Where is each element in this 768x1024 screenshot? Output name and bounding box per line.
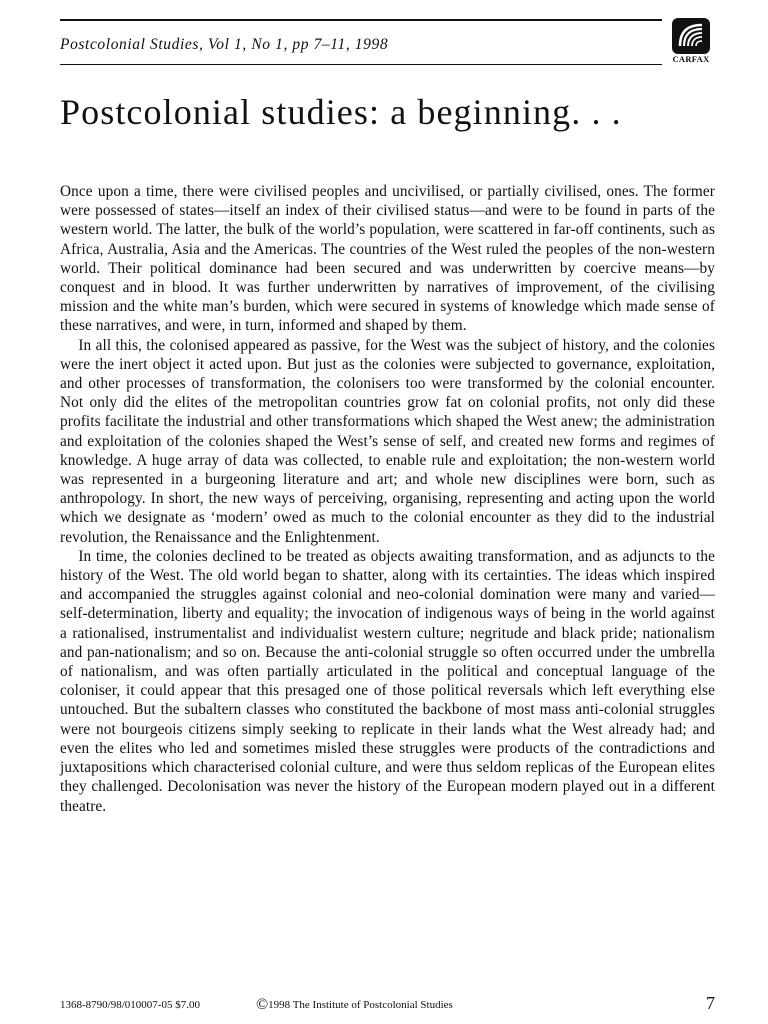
journal-citation: Postcolonial Studies, Vol 1, No 1, pp 7–11, 1998 (60, 36, 389, 53)
carfax-logo-icon (671, 17, 711, 55)
body-paragraph: Once upon a time, there were civilised peoples and uncivilised, or partially civilised, ones. The former were possessed of states—itself an index of their civilised status—and were to be found in parts of the western world. The latter, the bulk of the world’s population, were scattered in far-off continents, such as Africa, Australia, Asia and the Americas. The countries of the West ruled the peoples of the non-western world. Their political dominance had been secured and was underwritten by coercive means—by conquest and in blood. It was further underwritten by narratives of improvement, of the civilising mission and the white man’s burden, which were secured in systems of knowledge which made sense of these narratives, and were, in turn, informed and shaped by them. (60, 183, 715, 335)
body-paragraph: In all this, the colonised appeared as passive, for the West was the subject of history, and the colonies were the inert object it acted upon. But just as the colonies were subjected to governance, exploitation, and other processes of transformation, the colonisers too were transformed by the colonial encounter. Not only did the elites of the metropolitan countries grow fat on colonial profits, not only did these profits facilitate the industrial and other transformations which shaped the West anew; the administration and exploitation of the colonies shaped the West’s sense of self, and created new forms and regimes of knowledge. A huge array of data was collected, to enable rule and exploitation; the non-western world was represented in a burgeoning literature and art; and whole new disciplines were born, such as anthropology. In short, the new ways of perceiving, organising, representing and acting upon the world which we designate as ‘modern’ owed as much to the colonial encounter as they did to the industrial revolution, the Renaissance and the Enlightenment. (60, 336, 715, 546)
copyright-icon: © (256, 996, 269, 1013)
issn-price: 1368-8790/98/010007-05 $7.00 (60, 999, 200, 1011)
body-paragraph: In time, the colonies declined to be treated as objects awaiting transformation, and as adjuncts to the history of the West. The old world began to shatter, along with its certainties. The ideas which inspired and accompanied the struggles against colonial and neo-colonial domination were many and varied—self-determination, liberty and equality; the invocation of indigenous ways of being in the world against a rationalised, instrumentalist and individualist western culture; negritude and black pride; nationalism and pan-nationalism; and so on. Because the anti-colonial struggle so often occurred under the umbrella of nationalism, and was often partially articulated in the political and conceptual language of the coloniser, it could appear that this presaged one of those political reversals which left everything else untouched. But the subaltern classes who constituted the backbone of most mass anti-colonial struggles were not bourgeois citizens simply seeking to replicate in their lands what the West already had; and even the elites who led and sometimes misled these struggles were products of the contradictions and juxtapositions which characterised colonial culture, and were thus seldom replicas of the European elites they challenged. Decolonisation was never the history of the European modern played out in a different theatre. (60, 547, 715, 815)
publisher-logo-text: CARFAX (672, 54, 710, 64)
publisher-logo (666, 17, 716, 65)
article-body (60, 182, 715, 816)
article-title: Postcolonial studies: a beginning. . . (60, 92, 622, 132)
page-number: 7 (706, 993, 715, 1013)
copyright-text: 1998 The Institute of Postcolonial Studies (268, 999, 453, 1011)
header-bottom-rule (60, 64, 662, 65)
header-top-rule (60, 19, 662, 21)
page-footer (60, 993, 715, 1016)
copyright-notice (256, 996, 453, 1014)
